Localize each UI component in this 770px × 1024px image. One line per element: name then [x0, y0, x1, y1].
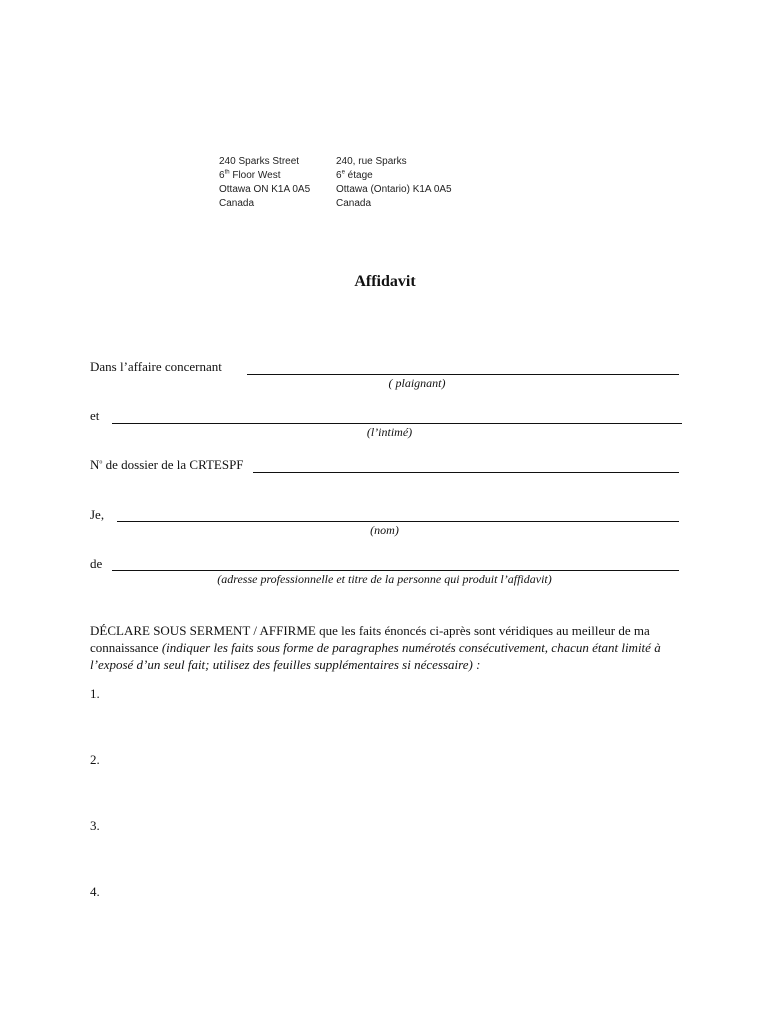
declaration-instruction: (indiquer les faits sous forme de paragraphes numérotés consécutivement, chacun étant limité à l’exposé d’un seul fait; utilisez des feuilles supplémentaires si nécessaire) :: [90, 640, 661, 672]
address-en-line3: Ottawa ON K1A 0A5: [219, 184, 311, 195]
address-english: [219, 155, 310, 211]
paragraph-number-3: 3.: [90, 818, 100, 833]
je-label: Je,: [90, 507, 105, 522]
address-fr-line2: 6e étage: [336, 169, 373, 181]
address-fr-line1: 240, rue Sparks: [336, 156, 407, 167]
declaration-text: DÉCLARE SOUS SERMENT / AFFIRME que les faits énoncés ci-après sont véridiques au meilleur de ma connaissance: [90, 623, 650, 655]
address-en-line4: Canada: [219, 198, 255, 209]
address-en-line1: 240 Sparks Street: [219, 156, 300, 167]
address-french: [336, 155, 452, 211]
and-label: et: [90, 408, 100, 423]
respondent-input-line[interactable]: [112, 423, 682, 424]
matter-input-line[interactable]: [247, 374, 679, 375]
address-en-line2: 6th Floor West: [219, 169, 281, 181]
matter-label: Dans l’affaire concernant: [90, 359, 222, 374]
address-input-line[interactable]: [112, 570, 679, 571]
document-title: Affidavit: [354, 273, 416, 290]
file-number-label: $N^o$ de dossier de la CRTESPF: [90, 457, 244, 472]
respondent-hint: (l’intimé): [366, 425, 413, 439]
name-hint: (nom): [370, 523, 399, 537]
address-hint: (adresse professionnelle et titre de la personne qui produit l’affidavit): [217, 572, 552, 586]
address-fr-line4: Canada: [336, 198, 372, 209]
address-fr-line3: Ottawa (Ontario) K1A 0A5: [336, 184, 452, 195]
paragraph-number-4: 4.: [90, 884, 100, 899]
file-number-input-line[interactable]: [253, 472, 679, 473]
paragraph-number-1: 1.: [90, 686, 100, 701]
de-label: de: [90, 556, 103, 571]
name-input-line[interactable]: [117, 521, 679, 522]
matter-hint: ( plaignant): [388, 376, 446, 390]
declaration-paragraph: [90, 622, 690, 673]
paragraph-number-2: 2.: [90, 752, 100, 767]
